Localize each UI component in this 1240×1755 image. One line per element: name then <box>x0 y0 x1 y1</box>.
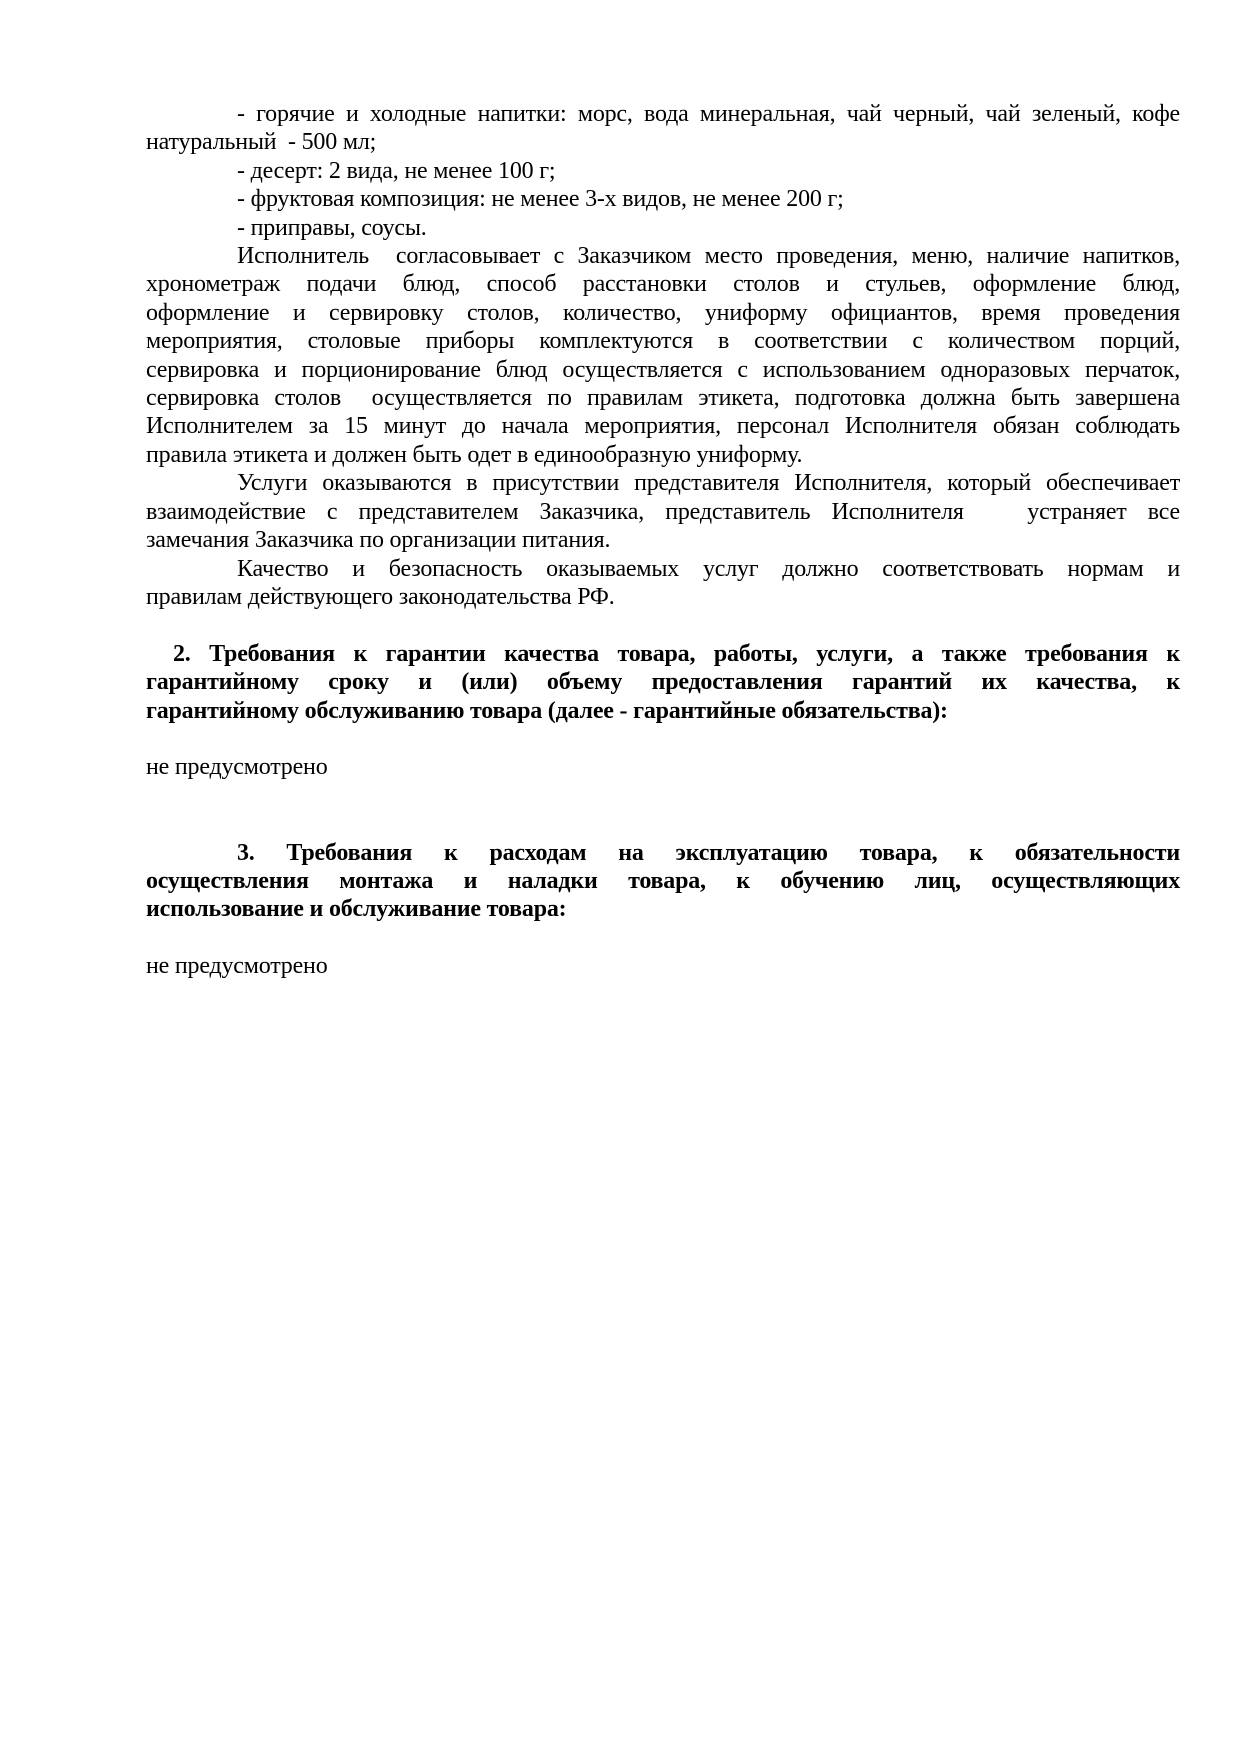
text-line: - приправы, соусы. <box>237 214 427 241</box>
list-item-drinks <box>146 100 1180 157</box>
text-line: 3. Требования к расходам на эксплуатацию товара, к обязательности <box>237 839 1180 866</box>
text-line: Исполнитель согласовывает с Заказчиком место проведения, меню, наличие напитков, <box>237 243 1180 270</box>
section-2-heading <box>146 640 1180 725</box>
text-line: не предусмотрено <box>146 953 328 980</box>
paragraph-representative <box>146 469 1180 554</box>
paragraph-quality <box>146 555 1180 612</box>
text-line: - десерт: 2 вида, не менее 100 г; <box>237 157 556 184</box>
text-line: сервировка столов осуществляется по правилам этикета, подготовка должна быть завершена <box>146 385 1180 412</box>
text-line: натуральный - 500 мл; <box>146 129 377 156</box>
list-item-seasonings <box>146 214 1180 242</box>
text-line: - фруктовая композиция: не менее 3-х видов, не менее 200 г; <box>237 186 844 213</box>
text-line: правила этикета и должен быть одет в единообразную униформу. <box>146 441 803 468</box>
list-item-dessert <box>146 157 1180 185</box>
text-line: мероприятия, столовые приборы комплектуются в соответствии с количеством порций, <box>146 328 1180 355</box>
text-line: гарантийному сроку и (или) объему предоставления гарантий их качества, к <box>146 669 1180 696</box>
text-line: замечания Заказчика по организации питания. <box>146 527 611 554</box>
blank-line <box>146 782 1180 839</box>
text-line: использование и обслуживание товара: <box>146 896 567 923</box>
text-line: Исполнителем за 15 минут до начала мероприятия, персонал Исполнителя обязан соблюдать <box>146 413 1180 440</box>
section-3-value <box>146 952 1180 980</box>
text-line: - горячие и холодные напитки: морс, вода минеральная, чай черный, чай зеленый, кофе <box>237 101 1180 127</box>
blank-line <box>146 924 1180 952</box>
text-line: Услуги оказываются в присутствии представителя Исполнителя, который обеспечивает <box>237 470 1180 497</box>
text-line: взаимодействие с представителем Заказчика, представитель Исполнителя устраняет все <box>146 498 1180 525</box>
blank-line <box>146 725 1180 753</box>
text-line: правилам действующего законодательства РФ. <box>146 583 615 610</box>
section-3-heading <box>146 839 1180 924</box>
section-2-value <box>146 753 1180 781</box>
text-line: сервировка и порционирование блюд осуществляется с использованием одноразовых перчаток, <box>146 356 1180 383</box>
text-line: хронометраж подачи блюд, способ расстановки столов и стульев, оформление блюд, <box>146 271 1180 298</box>
paragraph-coordination <box>146 242 1180 469</box>
list-item-fruit <box>146 185 1180 213</box>
text-line: осуществления монтажа и наладки товара, к обучению лиц, осуществляющих <box>146 867 1180 894</box>
text-line: оформление и сервировку столов, количество, униформу официантов, время проведения <box>146 299 1180 326</box>
text-line: гарантийному обслуживанию товара (далее - гарантийные обязательства): <box>146 697 948 724</box>
text-line: Качество и безопасность оказываемых услуг должно соответствовать нормам и <box>237 555 1180 582</box>
text-line: 2. Требования к гарантии качества товара, работы, услуги, а также требования к <box>173 640 1180 667</box>
blank-line <box>146 611 1180 639</box>
text-line: не предусмотрено <box>146 754 328 781</box>
